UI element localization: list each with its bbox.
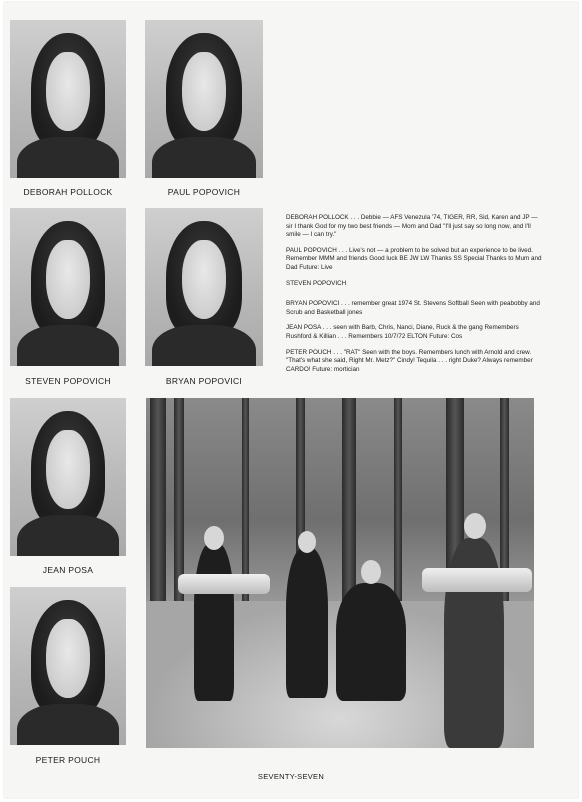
portrait-name: STEVEN POPOVICH [25, 376, 111, 386]
portrait-photo [145, 208, 263, 366]
yearbook-page [4, 2, 578, 798]
senior-bios [286, 214, 542, 381]
page-number: SEVENTY-SEVEN [257, 772, 325, 781]
portrait-name: PETER POUCH [35, 755, 101, 765]
bio-text: BRYAN POPOVICI . . . remember great 1974 St. Stevens Softball Seen with peabobby and Scrub and Basketball jones [286, 300, 540, 316]
portrait-name: JEAN POSA [42, 565, 94, 575]
bio-text: DEBORAH POLLOCK . . . Debbie — AFS Venezula '74, TIGER, RR, Sid, Karen and JP — sir I thank God for my two best friends — Mom and Dad "I'll just say so long now, and I'll smile — I can try." [286, 214, 538, 239]
portrait-name: PAUL POPOVICH [167, 187, 241, 197]
portrait-name: BRYAN POPOVICI [165, 376, 243, 386]
portrait-photo [10, 398, 126, 556]
bio-text: PETER POUCH . . . "RAT" Seen with the boys. Remembers lunch with Arnold and crew. "That's what she said, Right Mr. Metz?" Cindy! Tequila . . . right Duke? Always remember CARDO! Future: mortician [286, 348, 533, 373]
portrait-photo [10, 20, 126, 178]
portrait-photo [10, 587, 126, 745]
bio-text: PAUL POPOVICH . . . Live's not — a problem to be solved but an experience to be lived. Remember MMM and friends Good luck BE JW LW Thanks SS Special Thanks to Mum and Dad Future: Live [286, 246, 542, 271]
portrait-photo [145, 20, 263, 178]
group-photo [146, 398, 534, 748]
bio-text: STEVEN POPOVICH [286, 279, 347, 287]
portrait-photo [10, 208, 126, 366]
bio-text: JEAN POSA . . . seen with Barb, Chris, Nanci, Diane, Ruck & the gang Remembers Rushford & Killian . . . Remembers 10/7/72 ELTON Future: Cos [286, 324, 519, 340]
portrait-name: DEBORAH POLLOCK [23, 187, 113, 197]
